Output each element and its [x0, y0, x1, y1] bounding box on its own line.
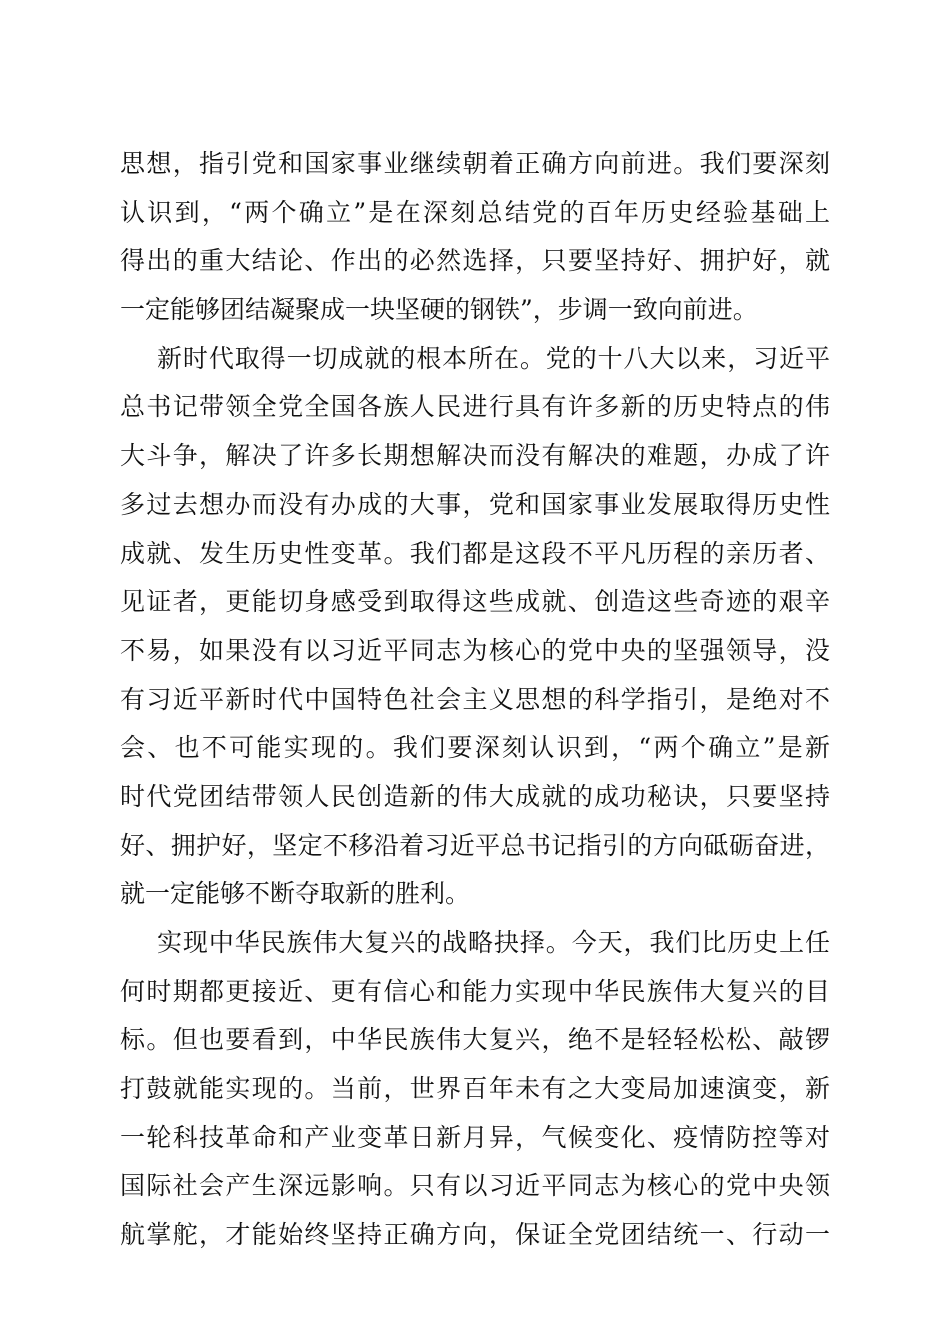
text-line: 认识到，“两个确立”是在深刻总结党的百年历史经验基础上: [120, 197, 830, 227]
text-line: 得出的重大结论、作出的必然选择，只要坚持好、拥护好，就: [120, 246, 830, 276]
text-line: 大斗争，解决了许多长期想解决而没有解决的难题，办成了许: [120, 441, 830, 471]
text-line: 多过去想办而没有办成的大事，党和国家事业发展取得历史性: [120, 489, 830, 519]
text-line: 实现中华民族伟大复兴的战略抉择。今天，我们比历史上任: [157, 928, 830, 957]
text-line: 会、也不可能实现的。我们要深刻认识到，“两个确立”是新: [120, 733, 830, 763]
paragraph-3: [120, 919, 830, 1260]
text-line: 一轮科技革命和产业变革日新月异，气候变化、疫情防控等对: [120, 1122, 830, 1152]
text-line: 成就、发生历史性变革。我们都是这段不平凡历程的亲历者、: [120, 538, 830, 568]
text-line: 国际社会产生深远影响。只有以习近平同志为核心的党中央领: [120, 1171, 830, 1201]
paragraph-2: [120, 335, 830, 919]
text-line: 标。但也要看到，中华民族伟大复兴，绝不是轻轻松松、敲锣: [120, 1025, 830, 1055]
text-line: 不易，如果没有以习近平同志为核心的党中央的坚强领导，没: [120, 635, 830, 665]
text-line: 就一定能够不断夺取新的胜利。: [120, 879, 471, 909]
text-line: 何时期都更接近、更有信心和能力实现中华民族伟大复兴的目: [120, 976, 830, 1006]
text-line: 打鼓就能实现的。当前，世界百年未有之大变局加速演变，新: [120, 1074, 830, 1104]
text-line: 好、拥护好，坚定不移沿着习近平总书记指引的方向砥砺奋进，: [120, 830, 830, 860]
paragraph-1: [120, 140, 830, 335]
text-line: 有习近平新时代中国特色社会主义思想的科学指引，是绝对不: [120, 684, 830, 714]
text-line: 航掌舵，才能始终坚持正确方向，保证全党团结统一、行动一: [120, 1220, 830, 1250]
text-line: 总书记带领全党全国各族人民进行具有许多新的历史特点的伟: [120, 392, 830, 422]
text-line: 时代党团结带领人民创造新的伟大成就的成功秘诀，只要坚持: [120, 781, 830, 811]
document-body: [120, 140, 830, 1260]
text-line: 新时代取得一切成就的根本所在。党的十八大以来，习近平: [157, 343, 830, 373]
text-line: 思想，指引党和国家事业继续朝着正确方向前进。我们要深刻: [120, 149, 830, 178]
text-line: 一定能够团结凝聚成一块坚硬的钢铁”，步调一致向前进。: [120, 295, 758, 325]
text-line: 见证者，更能切身感受到取得这些成就、创造这些奇迹的艰辛: [120, 587, 830, 617]
